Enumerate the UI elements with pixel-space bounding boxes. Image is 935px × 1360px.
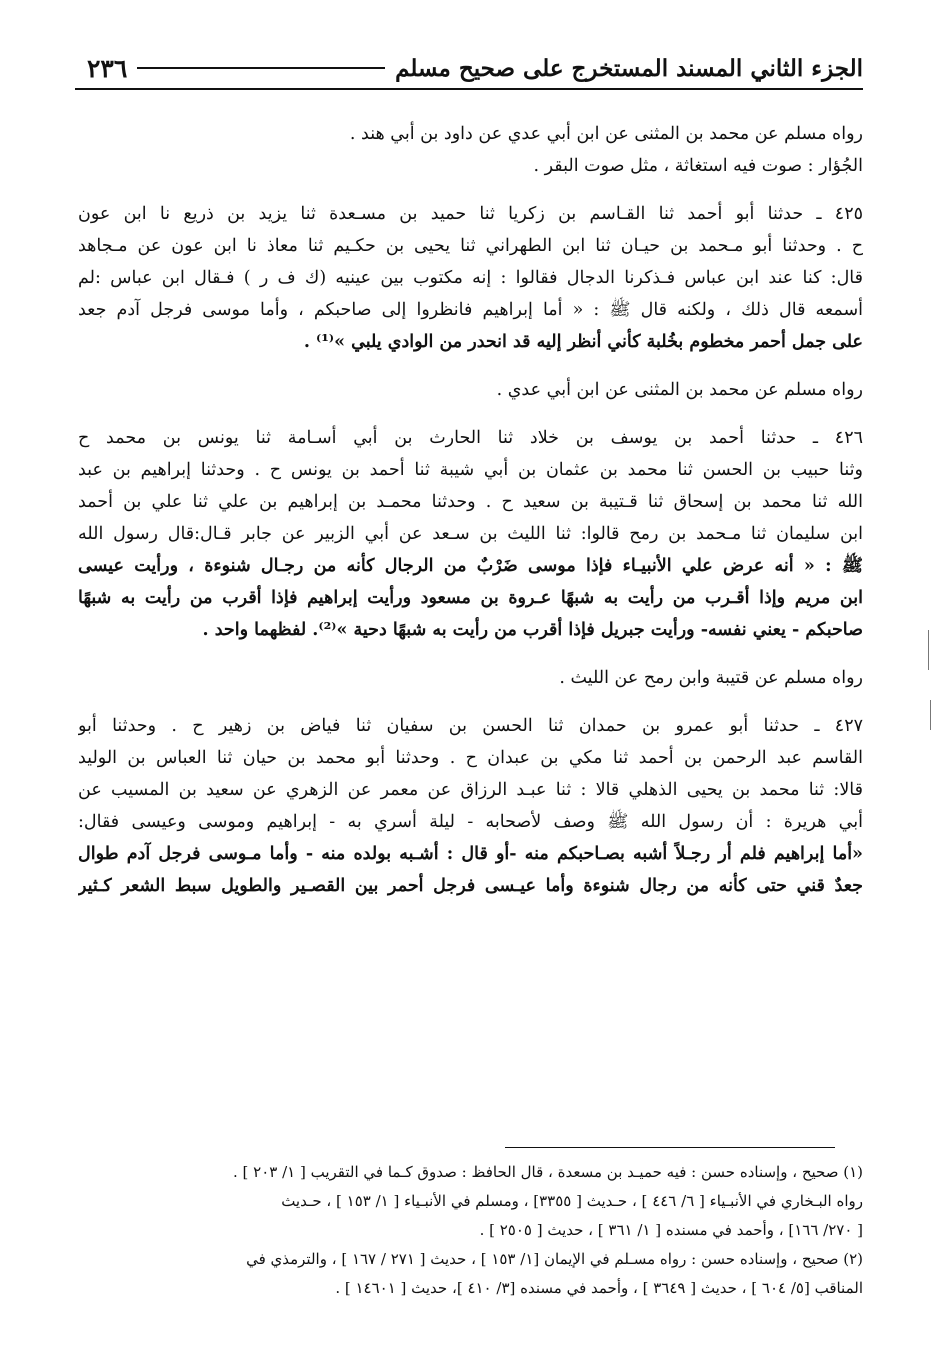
hadith-427-line: ٤٢٧ ـ حدثنا أبو عمرو بن حمدان ثنا الحسن بن سفيان ثنا فياض بن زهير ح . وحدثنا أبو [78, 716, 863, 736]
running-title: الجزء الثاني المسند المستخرج على صحيح مسلم [395, 54, 863, 82]
page-header [75, 48, 863, 90]
text-line: رواه مسلم عن قتيبة وابن رمح عن الليث . [559, 668, 863, 688]
text-line: الله ثنا محمد بن إسحاق ثنا قـتيبة بن سعيد ح . وحدثنا محمـد بن إبراهيم بن علي ثنا علي بن أحمد [78, 492, 863, 512]
scan-mark [930, 700, 931, 730]
hadith-425-line: ٤٢٥ ـ حدثنا أبو أحمد ثنا القـاسم بن زكريا ثنا حميد بن مسـعدة ثنا يزيد بن ذريع نا ابن عون [78, 204, 863, 224]
text-line: ابن سليمان ثنا مـحمد بن رمح قالوا: ثنا الليث بن سـعد عن أبي الزبير عن جابر قـال:قال رسول الله [78, 524, 863, 544]
footnote-line: (٢) صحيح ، وإسناده حسن : رواه مسـلم في الإيمان [١/ ١٥٣ ] ، حديث [ ٢٧١ / ١٦٧ ] ، والترمذي في [246, 1250, 863, 1268]
footnotes [78, 1158, 863, 1303]
main-text [78, 118, 863, 902]
text-line: قال: كنا عند ابن عباس فـذكرنا الدجال فقالوا : إنه مكتوب بين عينيه (ك ف ر ) فـقال ابن عباس :لم [78, 268, 863, 288]
footnote-separator [505, 1147, 835, 1148]
text-line: «أما إبراهيم فلم أر رجـلاً أشبه بصـاحبكم منه -أو قال : أشـبه بولده منه - وأما مـوسى فرجل آدم طوال [78, 844, 863, 864]
text-line: رواه مسلم عن محمد بن المثنى عن ابن أبي عدي . [496, 380, 863, 400]
text-line: صاحبكم - يعني نفسه- ورأيت جبريل فإذا أقرب من رأيت به شبهًا دحية »⁽²⁾. لفظهما واحد . [202, 620, 863, 640]
text-line: أسمعه قال ذلك ، ولكنه قال ﷺ : « أما إبراهيم فانظروا إلى صاحبكم ، وأما موسى فرجل آدم جعد [78, 300, 863, 320]
scan-mark [928, 630, 929, 670]
hadith-426-line: ٤٢٦ ـ حدثنا أحمد بن يوسف بن خلاد ثنا الحارث بن أبي أسـامة ثنا يونس بن محمد ح [78, 428, 863, 448]
text-line: ح . وحدثنا أبو مـحمد بن حيـان ثنا ابن الطهراني ثنا يحيى بن حكـيم ثنا معاذ نا ابن عون عن مـجاهد [78, 236, 863, 256]
text-line: وثنا حبيب بن الحسن ثنا محمد بن عثمان بن أبي شيبة ثنا أحمد بن يونس ح . وحدثنا إبراهيم بن عبد [78, 460, 863, 480]
text-line: قالا: ثنا محمد بن يحيى الذهلي قالا : ثنا عبـد الرزاق عن معمر عن الزهري عن سعيد بن المسيب عن [78, 780, 863, 800]
footnote-line: المناقب [٥/ ٦٠٤ ] ، حديث [ ٣٦٤٩ ] ، وأحمد في مسنده [٣/ ٤١٠ ]، حديث [ ١٤٦٠١ ] . [335, 1279, 863, 1297]
text-line: على جمل أحمر مخطوم بخُلبة كأني أنظر إليه قد انحدر من الوادي يلبي »⁽¹⁾ . [303, 332, 863, 352]
page-number: ٢٣٦ [87, 53, 128, 83]
footnote-line: (١) صحيح ، وإسناده حسن : فيه حميـد بن مسعدة ، قال الحافظ : صدوق كـما في التقريب [ ١/ ٢٠٣ ] . [232, 1163, 863, 1181]
text-line: أبي هريرة : أن رسول الله ﷺ وصف لأصحابه - ليلة أسري به - إبراهيم وموسى وعيسى فقال: [78, 812, 863, 832]
text-line: ابن مريم وإذا أقـرب من رأيت به شبهًا عـروة بن مسعود ورأيت إبراهيم فإذا أقرب من رأيت به شبهًا [78, 588, 863, 608]
footnote-line: [ ٢٧٠/ ١٦٦] ، وأحمد في مسنده [ ١/ ٣٦١ ] ، حديث [ ٢٥٠٥ ] . [479, 1221, 863, 1239]
footnote-line: رواه البـخاري في الأنبـياء [ ٦/ ٤٤٦ ] ، حـديث [ ٣٣٥٥] ، ومسلم في الأنبـياء [ ١/ ١٥٣ ] ، حـديث [281, 1192, 863, 1210]
text-line: رواه مسلم عن محمد بن المثنى عن ابن أبي عدي عن داود بن أبي هند . [349, 124, 863, 144]
header-rule [137, 67, 385, 69]
text-line: الجُؤار : صوت فيه استغاثة ، مثل صوت البقر . [533, 156, 863, 176]
text-line: القاسم عبد الرحمن بن أحمد ثنا مكي بن عبدان ح . وحدثنا أبو محمد بن حيان ثنا العباس بن الوليد [78, 748, 863, 768]
text-line: ﷺ : « أنه عرض علي الأنبيـاء فإذا موسى ضَرْبٌ من الرجال كأنه من رجـال شنوءة ، ورأيت عيسى [78, 556, 863, 576]
text-line: جعدٌ قني حتى كأنه من رجال شنوءة وأما عيـسى فرجل أحمر بين القصـير والطويل سبط الشعر كـثير [78, 876, 863, 896]
